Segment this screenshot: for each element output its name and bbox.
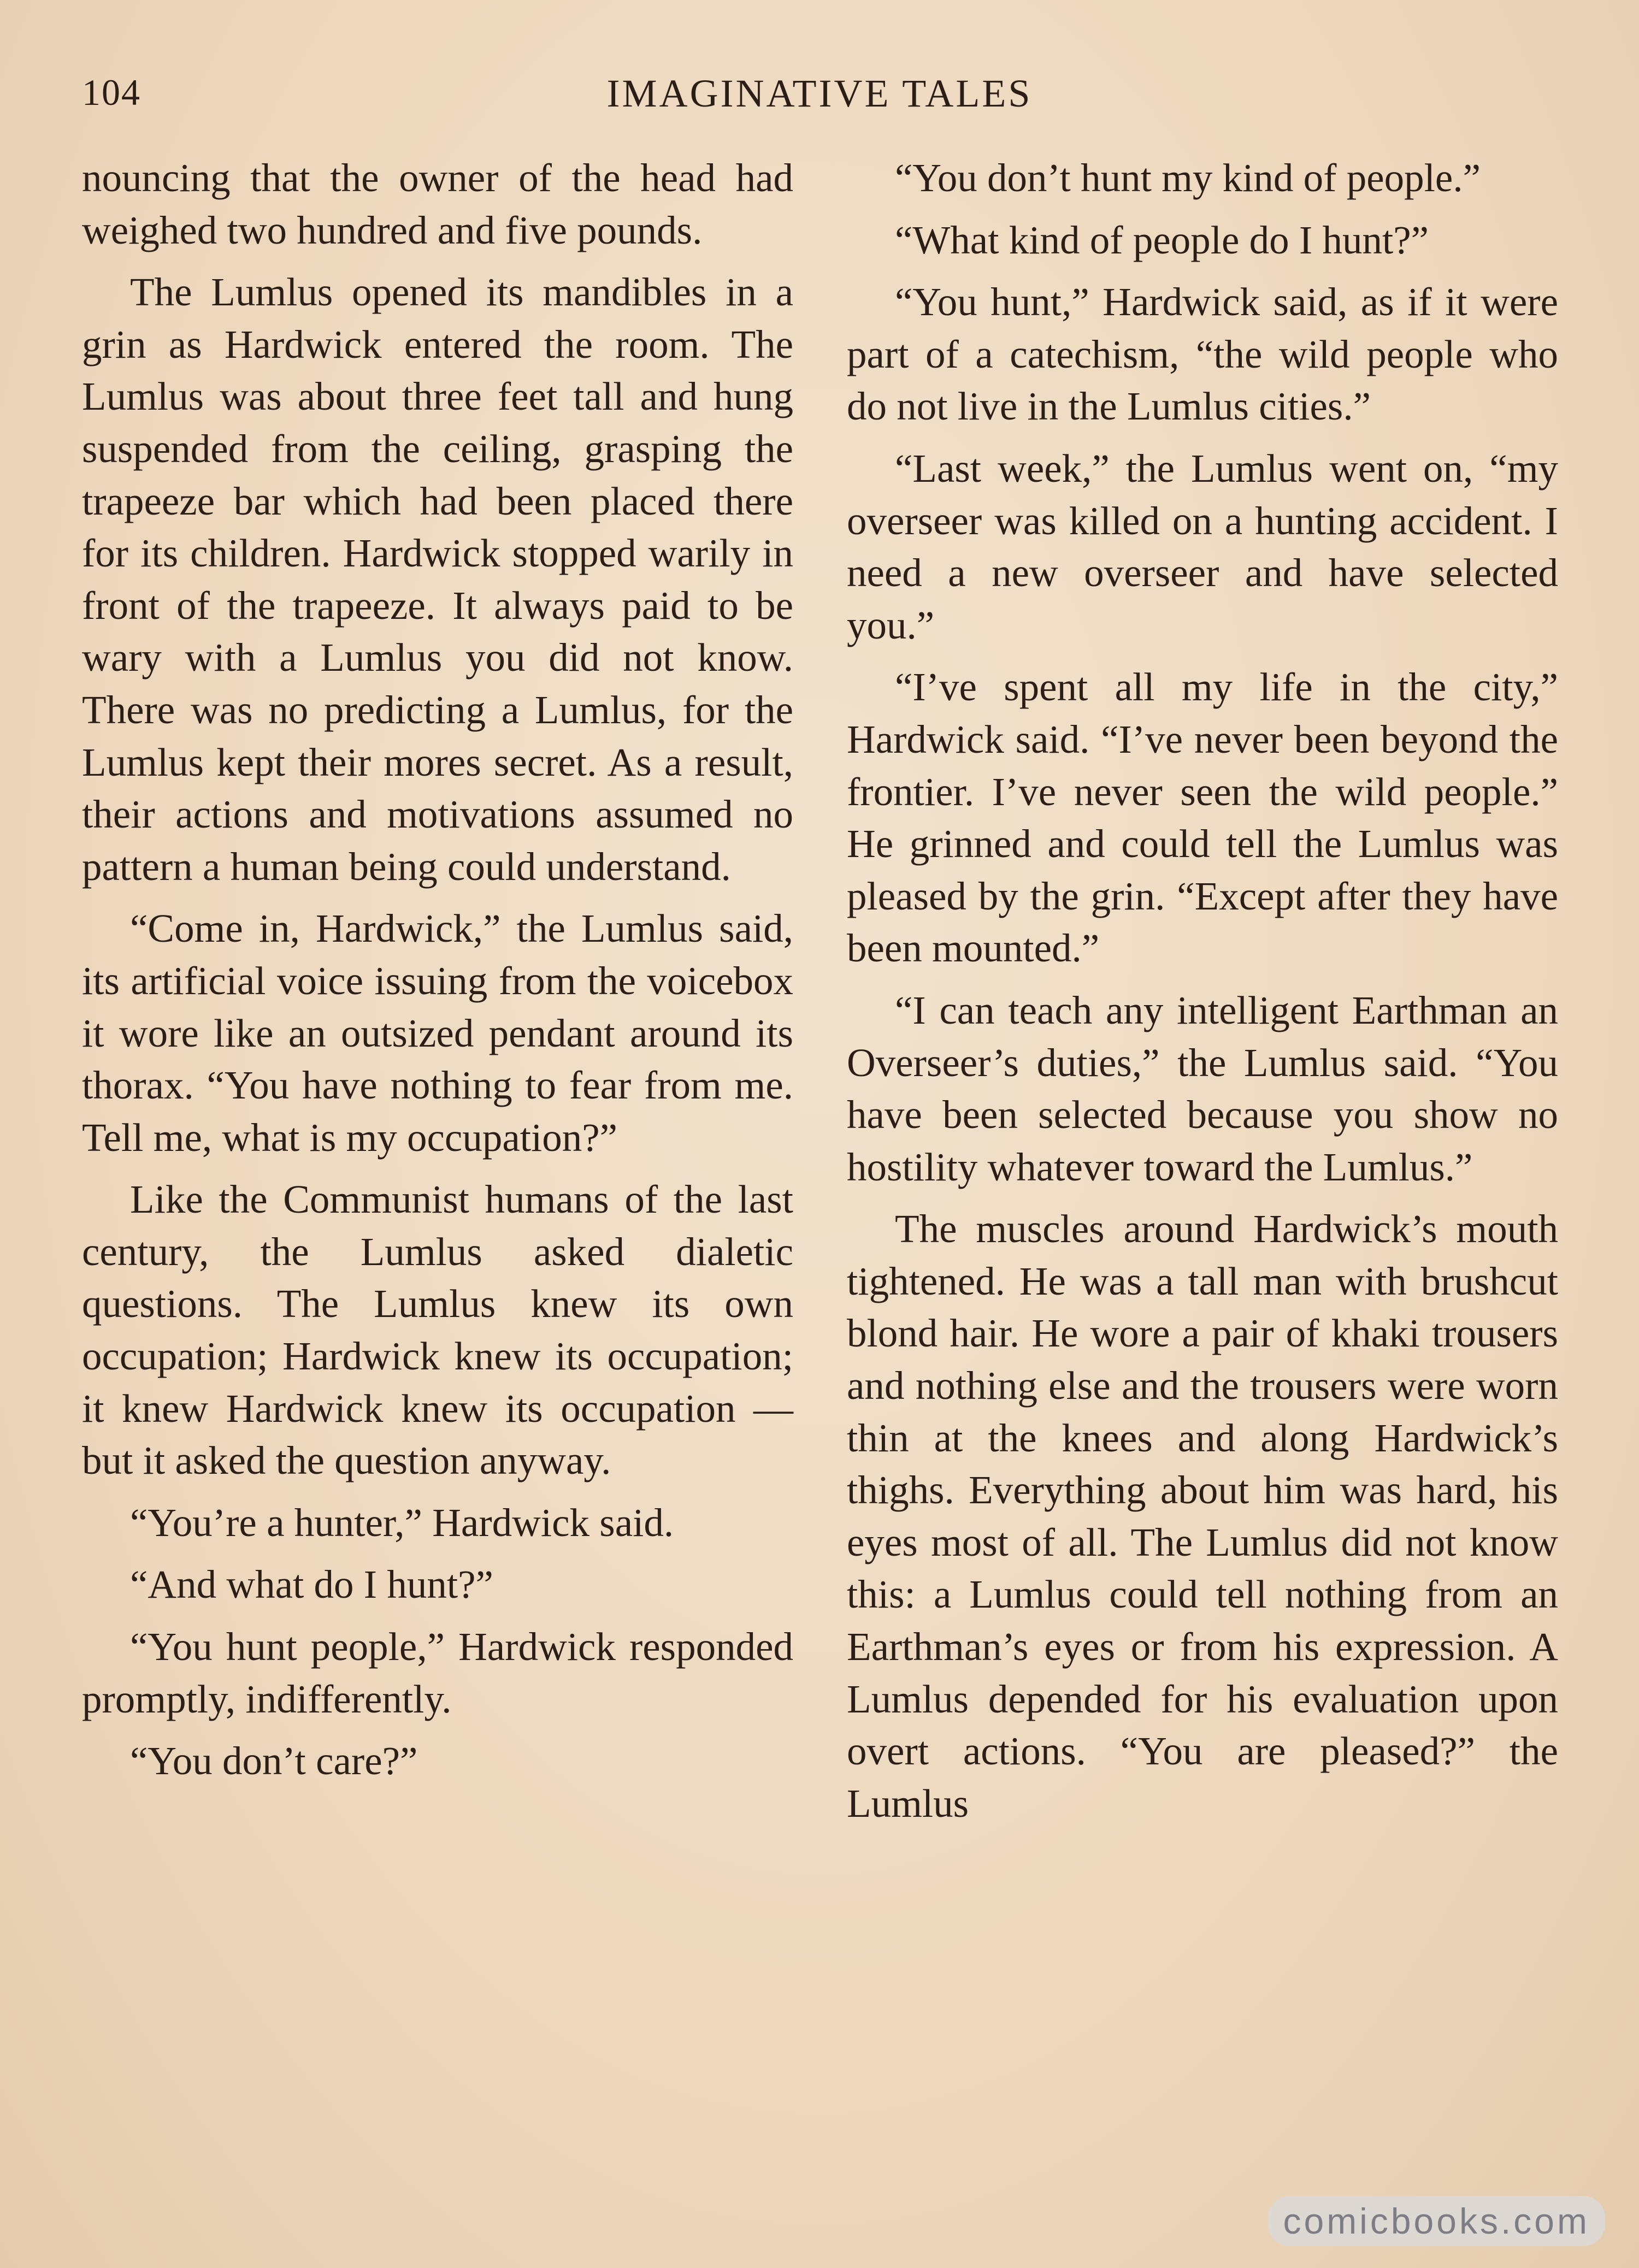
- paragraph: “You don’t hunt my kind of people.”: [895, 156, 1481, 200]
- paragraph: The muscles around Hardwick’s mouth tightened. He was a tall man with brushcut blond hair. He wore a pair of khaki trousers and nothing else and the trousers were worn thin at the knees and along Hardwick’s thighs. Everything about him was hard, his eyes most of all. The Lumlus did not know this: a Lumlus could tell nothing from an Earthman’s eyes or from his expression. A Lumlus depended for his evaluation upon overt actions. “You are pleased?” the Lumlus: [847, 1207, 1558, 1826]
- paragraph: “Last week,” the Lumlus went on, “my overseer was killed on a hunting accident. I need a new overseer and have selected you.”: [847, 446, 1558, 647]
- paragraph: “Come in, Hardwick,” the Lumlus said, its artificial voice issuing from the voicebox it wore like an outsized pendant around its thorax. “You have nothing to fear from me. Tell me, what is my occupation?”: [82, 906, 793, 1160]
- paragraph: “And what do I hunt?”: [130, 1562, 493, 1607]
- paragraph: nouncing that the owner of the head had weighed two hundred and five pounds.: [82, 156, 793, 252]
- paragraph: “You hunt,” Hardwick said, as if it were part of a catechism, “the wild people who do not live in the Lumlus cities.”: [847, 280, 1558, 429]
- watermark: comicbooks.com: [1268, 2196, 1606, 2246]
- page-number: 104: [82, 72, 141, 113]
- right-column: [847, 152, 1558, 1839]
- running-title: IMAGINATIVE TALES: [606, 72, 1033, 115]
- paragraph: “You hunt people,” Hardwick responded promptly, indifferently.: [82, 1625, 793, 1721]
- paragraph: “You’re a hunter,” Hardwick said.: [130, 1500, 674, 1545]
- paragraph: The Lumlus opened its mandibles in a grin as Hardwick entered the room. The Lumlus was about three feet tall and hung suspended from the ceiling, grasping the trapeeze bar which had been placed there for its children. Hardwick stopped warily in front of the trapeeze. It always paid to be wary with a Lumlus you did not know. There was no predicting a Lumlus, for the Lumlus kept their mores secret. As a result, their actions and motivations assumed no pattern a human being could understand.: [82, 270, 793, 889]
- left-column: [82, 152, 793, 1797]
- paragraph: “You don’t care?”: [130, 1739, 418, 1783]
- paragraph: “What kind of people do I hunt?”: [895, 217, 1429, 262]
- page-header: [82, 71, 1557, 126]
- paragraph: “I’ve spent all my life in the city,” Hardwick said. “I’ve never been beyond the frontier. I’ve never seen the wild people.” He grinned and could tell the Lumlus was pleased by the grin. “Except after they have been mounted.”: [847, 665, 1558, 971]
- paragraph: “I can teach any intelligent Earthman an Overseer’s duties,” the Lumlus said. “You have been selected because you show no hostility whatever toward the Lumlus.”: [847, 988, 1558, 1189]
- paragraph: Like the Communist humans of the last century, the Lumlus asked dialetic questions. The Lumlus knew its own occupation; Hardwick knew its occupation; it knew Hardwick knew its occupation — but it asked the question anyway.: [82, 1177, 793, 1483]
